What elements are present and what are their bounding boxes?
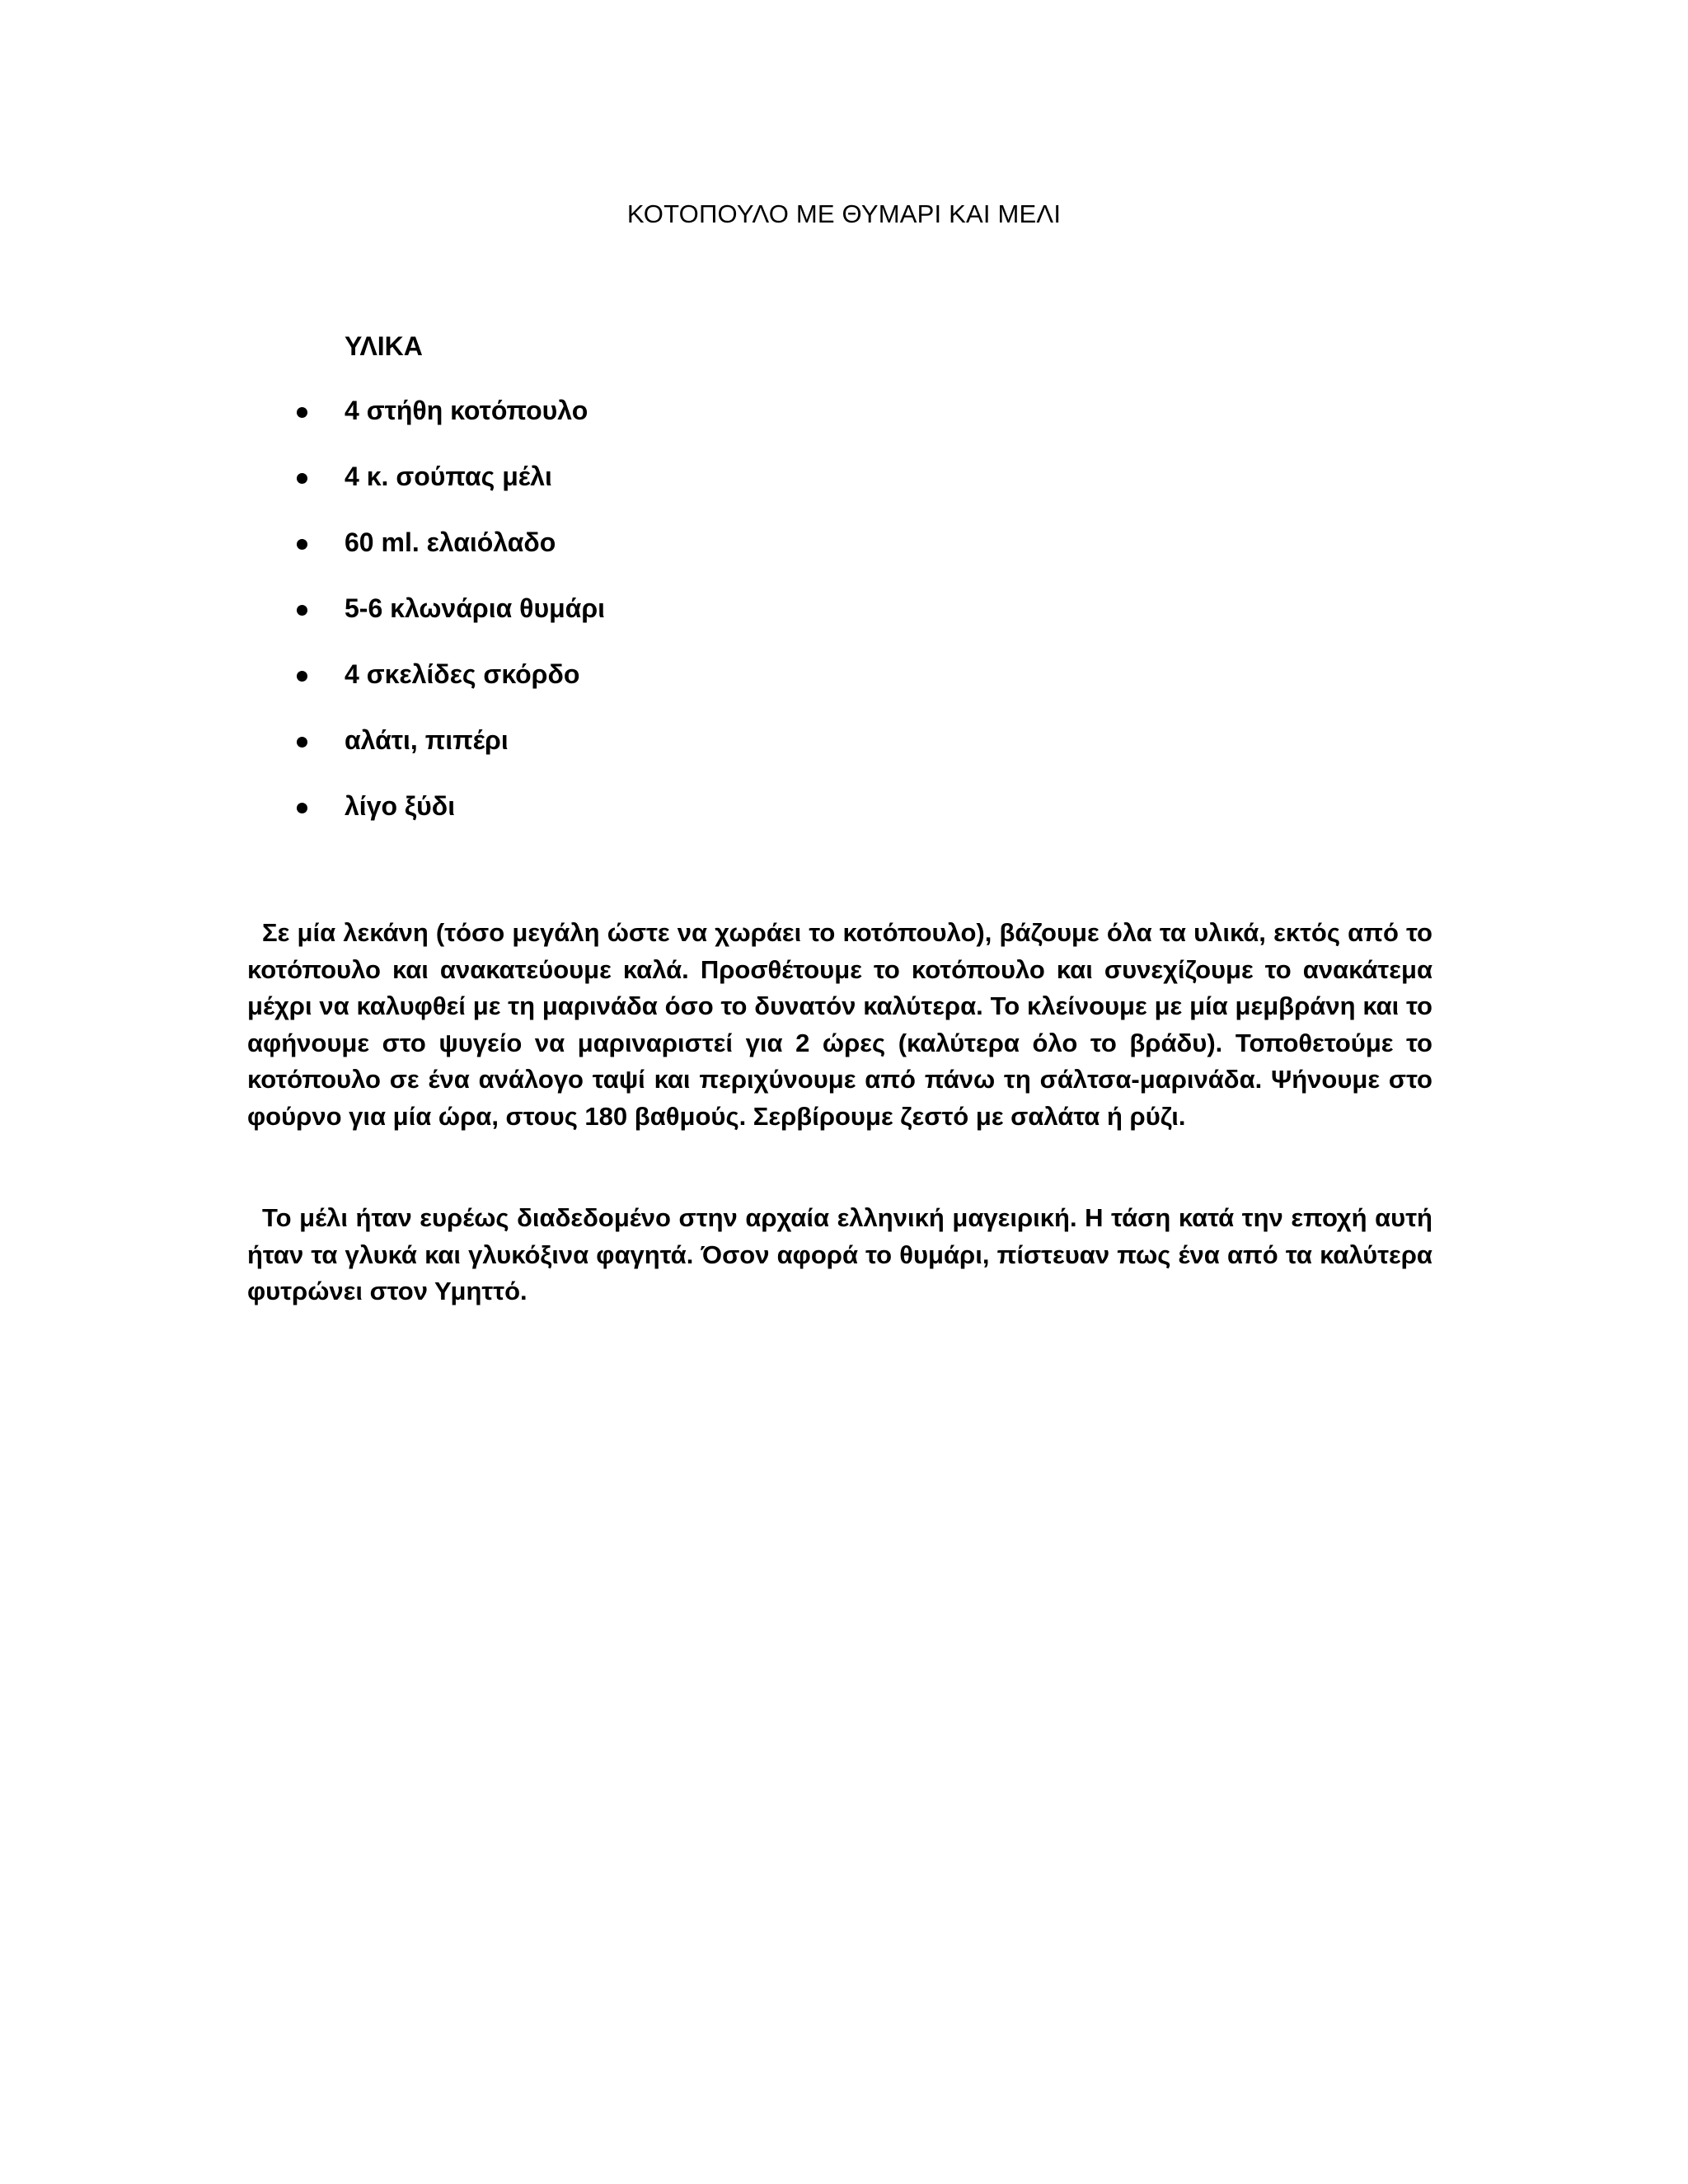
history-paragraph: Το μέλι ήταν ευρέως διαδεδομένο στην αρχαία ελληνική μαγειρική. Η τάση κατά την εποχή αυτή ήταν τα γλυκά και γλυκόξινα φαγητά. Όσον αφορά το θυμάρι, πίστευαν πως ένα από τα καλύτερα φυτρώνει στον Υμηττό. (247, 1203, 1432, 1305)
bullet-icon (297, 407, 307, 418)
ingredient-text: αλάτι, πιπέρι (345, 725, 509, 755)
bullet-icon (297, 473, 307, 484)
recipe-title: ΚΟΤΟΠΟΥΛΟ ΜΕ ΘΥΜΑΡΙ ΚΑΙ ΜΕΛΙ (626, 199, 1062, 228)
bullet-icon (297, 539, 307, 550)
ingredient-text: λίγο ξύδι (345, 791, 456, 821)
ingredients-heading: ΥΛΙΚΑ (345, 331, 423, 361)
ingredient-text: 4 στήθη κοτόπουλο (345, 396, 588, 425)
bullet-icon (297, 671, 307, 682)
ingredient-text: 60 ml. ελαιόλαδο (345, 527, 556, 557)
ingredient-text: 4 κ. σούπας μέλι (345, 462, 552, 491)
bullet-icon (297, 605, 307, 616)
bullet-icon (297, 737, 307, 748)
bullet-icon (297, 803, 307, 813)
ingredient-text: 4 σκελίδες σκόρδο (345, 659, 580, 689)
ingredient-text: 5-6 κλωνάρια θυμάρι (345, 593, 605, 623)
instructions-paragraph: Σε μία λεκάνη (τόσο μεγάλη ώστε να χωράει το κοτόπουλο), βάζουμε όλα τα υλικά, εκτός από το κοτόπουλο και ανακατεύουμε καλά. Προσθέτουμε το κοτόπουλο και συνεχίζουμε το ανακάτεμα μέχρι να καλυφθεί με τη μαρινάδα όσο το δυνατόν καλύτερα. Το κλείνουμε με μία μεμβράνη και το αφήνουμε στο ψυγείο να μαριναριστεί για 2 ώρες (καλύτερα όλο το βράδυ). Τοποθετούμε το κοτόπουλο σε ένα ανάλογο ταψί και περιχύνουμε από πάνω τη σάλτσα-μαρινάδα. Ψήνουμε στο φούρνο για μία ώρα, στους 180 βαθμούς. Σερβίρουμε ζεστό με σαλάτα ή ρύζι. (247, 918, 1432, 1131)
